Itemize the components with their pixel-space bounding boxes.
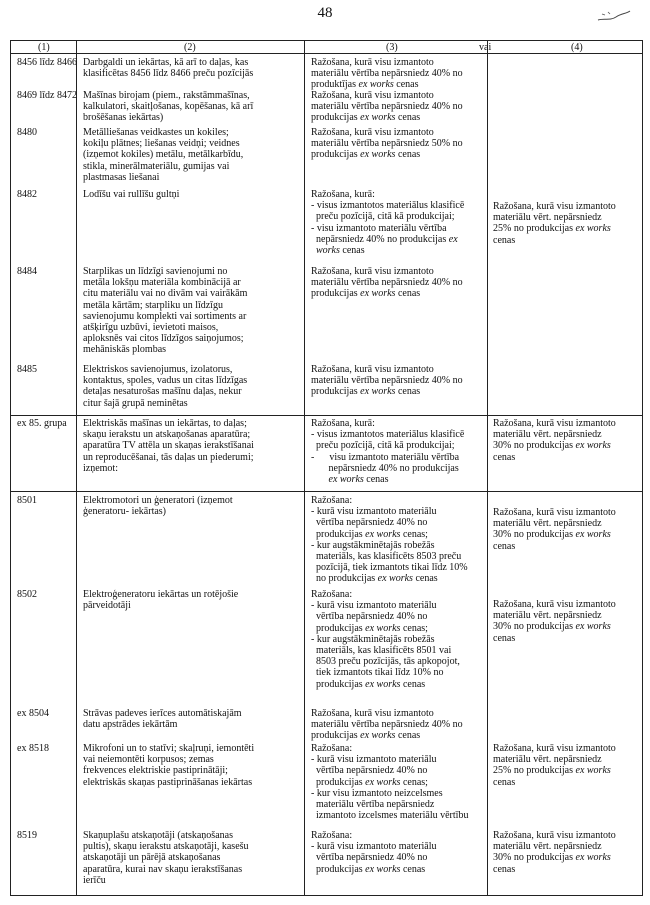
row-description: Metālliešanas veidkastes un kokiles; kokiļu plātnes; liešanas veidņi; veidnes (izņemot kokiles) metālu, metālkarbīdu, stikla, minerālmateriālu, gumijas vai plastmasas liešanai	[83, 127, 244, 183]
row-rule: Ražošana: - kurā visu izmantoto materiālu vērtība nepārsniedz 40% no produkcijas ex works cenas	[311, 830, 437, 875]
header-col3: (3)	[386, 42, 398, 53]
row-rule: Ražošana, kurā visu izmantoto materiālu vērtība nepārsniedz 40% no produktījas ex works cenas	[311, 57, 463, 91]
row-code: 8469 līdz 8472	[17, 90, 77, 101]
row-code: 8484	[17, 266, 37, 277]
row-divider	[11, 491, 642, 492]
column-divider	[76, 41, 77, 895]
row-rule: Ražošana: - kurā visu izmantoto materiālu vērtība nepārsniedz 40% no produkcijas ex works cenas; - kur augstākminētajās robežās materiāls, kas klasificēts 8501 vai 8503 preču pozīcijās, tās apkopojot, tiek izmantots tikai līdz 10% no produkcijas ex works cenas	[311, 589, 460, 690]
row-code: 8482	[17, 189, 37, 200]
row-alternative-rule: Ražošana, kurā visu izmantoto materiālu vērt. nepārsniedz 30% no produkcijas ex works cenas	[493, 507, 616, 552]
header-col2: (2)	[184, 42, 196, 53]
row-code: 8485	[17, 364, 37, 375]
row-divider	[11, 415, 642, 416]
row-code: 8456 līdz 8466	[17, 57, 77, 68]
row-description: Elektromotori un ģeneratori (izņemot ģeneratoru- iekārtas)	[83, 495, 233, 518]
row-description: Elektroģeneratoru iekārtas un rotējošie pārveidotāji	[83, 589, 239, 612]
row-description: Mašīnas birojam (piem., rakstāmmašīnas, kalkulatori, skaitļošanas, kopēšanas, kā arī brošēšanas iekārtas)	[83, 90, 254, 124]
row-description: Lodīšu vai rullīšu gultņi	[83, 189, 180, 200]
row-alternative-rule: Ražošana, kurā visu izmantoto materiālu vērt. nepārsniedz 25% no produkcijas ex works cenas	[493, 743, 616, 788]
row-description: Starplikas un līdzīgi savienojumi no metāla lokšņu materiāla kombinācijā ar citu materiālu vai no divām vai vairākām metāla kārtām; starpliku un līdzīgu savienojumu komplekti vai sortiments ar atšķirīgu uzbūvi, ievietoti maisos, aploksnēs vai citos līdzīgos saiņojumos; mehāniskās plombas	[83, 266, 248, 356]
row-description: Strāvas padeves ierīces automātiskajām datu apstrādes iekārtām	[83, 708, 242, 731]
page-number: 48	[317, 5, 333, 21]
handwritten-mark-icon	[596, 8, 632, 24]
row-rule: Ražošana, kurā visu izmantoto materiālu vērtība nepārsniedz 40% no produkcijas ex works cenas	[311, 364, 463, 398]
row-rule: Ražošana, kurā visu izmantoto materiālu vērtība nepārsniedz 40% no produkcijas ex works cenas	[311, 90, 463, 124]
header-col4: (4)	[571, 42, 583, 53]
row-code: ex 8518	[17, 743, 49, 754]
row-rule: Ražošana, kurā: - visus izmantotos materiālus klasificē preču pozīcijā, citā kā produkcijai; - visu izmantoto materiālu vērtība nepārsniedz 40% no produkcijas ex works cenas	[311, 418, 465, 486]
row-description: Skaņuplašu atskaņotāji (atskaņošanas pultis), skaņu ierakstu atskaņotāji, kasešu atskaņotāji un pārējā atskaņošanas aparatūra, kurai nav skaņu ierakstīšanas ierīču	[83, 830, 249, 886]
row-code: 8501	[17, 495, 37, 506]
row-rule: Ražošana, kurā visu izmantoto materiālu vērtība nepārsniedz 50% no produkcijas ex works cenas	[311, 127, 463, 161]
header-divider	[11, 53, 642, 54]
row-description: Elektriskos savienojumus, izolatorus, kontaktus, spoles, vadus un citas līdzīgas detaļas nesaturošas mašīnu daļas, nekur citur šajā grupā neminētas	[83, 364, 248, 409]
row-rule: Ražošana: - kurā visu izmantoto materiālu vērtība nepārsniedz 40% no produkcijas ex works cenas; - kur augstākminētajās robežās materiāls, kas klasificēts 8503 preču pozīcijā, tiek izmantots tikai līdz 10% no produkcijas ex works cenas	[311, 495, 468, 585]
row-alternative-rule: Ražošana, kurā visu izmantoto materiālu vērt. nepārsniedz 30% no produkcijas ex works cenas	[493, 418, 616, 463]
row-rule: Ražošana, kurā visu izmantoto materiālu vērtība nepārsniedz 40% no produkcijas ex works cenas	[311, 708, 463, 742]
row-code: 8519	[17, 830, 37, 841]
row-alternative-rule: Ražošana, kurā visu izmantoto materiālu vērt. nepārsniedz 25% no produkcijas ex works cenas	[493, 201, 616, 246]
row-alternative-rule: Ražošana, kurā visu izmantoto materiālu vērt. nepārsniedz 30% no produkcijas ex works cenas	[493, 599, 616, 644]
row-description: Darbgaldi un iekārtas, kā arī to daļas, kas klasificētas 8456 līdz 8466 preču pozīcijās	[83, 57, 254, 80]
row-code: 8502	[17, 589, 37, 600]
header-vai: vai	[479, 42, 492, 53]
row-description: Mikrofoni un to statīvi; skaļruņi, iemontēti vai neiemontēti korpusos; zemas frekvences elektriskie pastiprinātāji; elektriskās skaņas pastiprināšanas iekārtas	[83, 743, 255, 788]
row-alternative-rule: Ražošana, kurā visu izmantoto materiālu vērt. nepārsniedz 30% no produkcijas ex works cenas	[493, 830, 616, 875]
column-divider	[487, 41, 488, 895]
row-code: ex 8504	[17, 708, 49, 719]
row-rule: Ražošana, kurā: - visus izmantotos materiālus klasificē preču pozīcijā, citā kā produkcijai; - visu izmantoto materiālu vērtība nepārsniedz 40% no produkcijas ex works cenas	[311, 189, 465, 257]
header-col1: (1)	[38, 42, 50, 53]
row-code: 8480	[17, 127, 37, 138]
column-divider	[304, 41, 305, 895]
row-rule: Ražošana, kurā visu izmantoto materiālu vērtība nepārsniedz 40% no produkcijas ex works cenas	[311, 266, 463, 300]
row-description: Elektriskās mašīnas un iekārtas, to daļas; skaņu ierakstu un atskaņošanas aparatūra; aparatūra TV attēla un skaņas ierakstīšanai un reproducēšanai, tās daļas un piederumi; izņemot:	[83, 418, 254, 474]
row-code: ex 85. grupa	[17, 418, 67, 429]
rules-table	[10, 40, 643, 896]
row-rule: Ražošana: - kurā visu izmantoto materiālu vērtība nepārsniedz 40% no produkcijas ex works cenas; - kur visu izmantoto neizcelsmes materiālu vērtība nepārsniedz izmantoto izcelsmes materiālu vērtību	[311, 743, 469, 822]
